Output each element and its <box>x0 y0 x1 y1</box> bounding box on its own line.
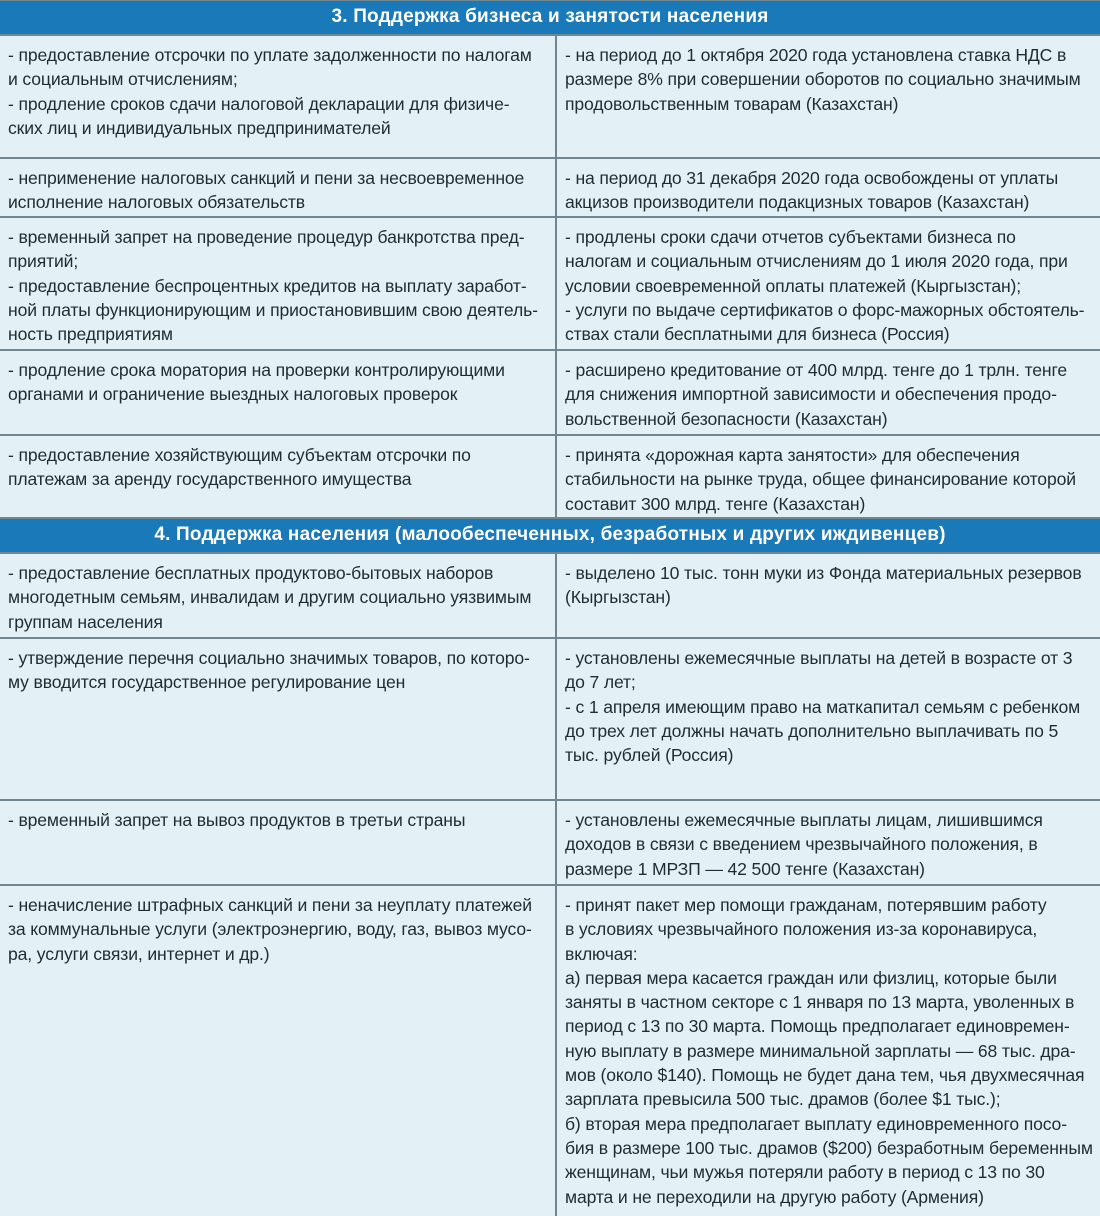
measure-cell: - временный запрет на вывоз продуктов в третьи страны <box>0 801 557 884</box>
example-cell: - на период до 1 октября 2020 года установлена ставка НДС в размере 8% при совершении оборотов по социально значимым продовольственным товарам (Казахстан) <box>565 45 1081 114</box>
table-row <box>0 436 1100 519</box>
table-row <box>0 639 1100 801</box>
measure-cell: - продление срока моратория на проверки контролирующими органами и ограничение выездных налоговых проверок <box>0 351 557 434</box>
table-row <box>0 801 1100 886</box>
measure-cell: - неприменение налоговых санкций и пени за несвоевременное исполнение налоговых обязательств <box>0 159 557 216</box>
measure-cell: - неначисление штрафных санкций и пени за неуплату платежей за коммунальные услуги (электроэнергию, воду, газ, вывоз мусо- ра, услуги связи, интернет и др.) <box>0 886 557 1216</box>
table-row <box>0 159 1100 218</box>
table-row <box>0 218 1100 351</box>
example-cell: - принят пакет мер помощи гражданам, потерявшим работу в условиях чрезвычайного положения из-за коронавируса, включая: а) первая мера касается граждан или физлиц, которые были заняты в частном секторе с 1 января по 13 марта, уволенных в период с 13 по 30 марта. Помощь предполагает единовремен- ную выплату в размере минимальной зарплаты — 68 тыс. дра- мов (около $140). Помощь не будет дана тем, чья двухмесячная зарплата превысила 500 тыс. драмов (более $1 тыс.); б) вторая мера предполагает выплату единовременного посо- бия в размере 100 тыс. драмов ($200) безработным беременным женщинам, чьи мужья потеряли работу в период с 13 по 30 марта и не переходили на другую работу (Армения) <box>565 895 1093 1207</box>
example-cell: - принята «дорожная карта занятости» для обеспечения стабильности на рынке труда, общее финансирование которой составит 300 млрд. тенге (Казахстан) <box>565 445 1076 514</box>
example-cell: - расширено кредитование от 400 млрд. тенге до 1 трлн. тенге для снижения импортной зависимости и обеспечения продо- вольственной безопасности (Казахстан) <box>565 360 1068 429</box>
measure-cell: - временный запрет на проведение процедур банкротства пред- приятий; - предоставление беспроцентных кредитов на выплату заработ- ной платы функционирующим и приостановившим свою деятель- ность предприятиям <box>0 218 557 349</box>
table-row <box>0 351 1100 436</box>
example-cell: - выделено 10 тыс. тонн муки из Фонда материальных резервов (Кыргызстан) <box>565 563 1082 608</box>
measure-cell: - предоставление хозяйствующим субъектам отсрочки по платежам за аренду государственного имущества <box>0 436 557 517</box>
example-cell: - на период до 31 декабря 2020 года освобождены от уплаты акцизов производители подакцизных товаров (Казахстан) <box>565 168 1059 213</box>
example-cell: - установлены ежемесячные выплаты на детей в возрасте от 3 до 7 лет; - с 1 апреля имеющим право на маткапитал семьям с ребенком до трех лет должны начать дополнительно выплачивать по 5 тыс. рублей (Россия) <box>565 648 1081 766</box>
table-row <box>0 886 1100 1216</box>
measure-cell: - предоставление бесплатных продуктово-бытовых наборов многодетным семьям, инвалидам и другим социально уязвимым группам населения <box>0 554 557 637</box>
example-cell: - установлены ежемесячные выплаты лицам, лишившимся доходов в связи с введением чрезвычайного положения, в размере 1 МРЗП — 42 500 тенге (Казахстан) <box>565 810 1043 879</box>
section-header-population: 4. Поддержка населения (малообеспеченных, безработных и других иждивенцев) <box>0 519 1100 554</box>
measure-cell: - предоставление отсрочки по уплате задолженности по налогам и социальным отчислениям; - продление сроков сдачи налоговой декларации для физиче- ских лиц и индивидуальных предпринимателей <box>0 36 557 157</box>
section-header-business: 3. Поддержка бизнеса и занятости населения <box>0 1 1100 36</box>
example-cell: - продлены сроки сдачи отчетов субъектами бизнеса по налогам и социальным отчислениям до 1 июля 2020 года, при условии своевременной оплаты платежей (Кыргызстан); - услуги по выдаче сертификатов о форс-мажорных обстоятель- ствах стали бесплатными для бизнеса (Россия) <box>565 227 1085 345</box>
measure-cell: - утверждение перечня социально значимых товаров, по которо- му вводится государственное регулирование цен <box>0 639 557 799</box>
table-row <box>0 554 1100 639</box>
table-row <box>0 36 1100 159</box>
